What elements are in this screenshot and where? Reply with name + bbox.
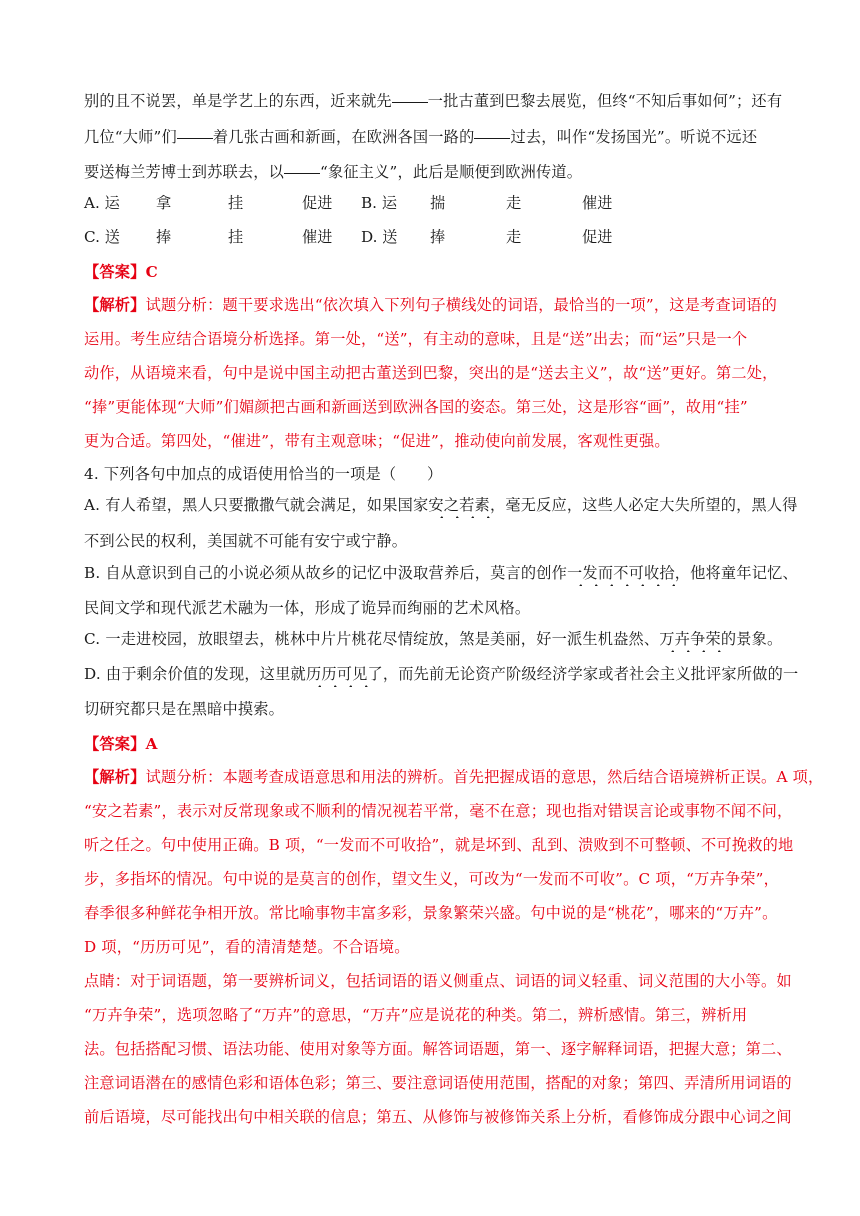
answer-value: C (145, 263, 158, 281)
q4-analysis-line-2: “安之若素”，表示对反常现象或不顺利的情况视若平常，毫不在意；现也指对错误言论或事物不闻不问， (84, 802, 793, 820)
q4-analysis-line-4: 步，多指坏的情况。句中说的是莫言的创作，望文生义，可改为“一发而不可收”。C 项，“万卉争荣”， (84, 870, 779, 888)
blank-2 (177, 137, 213, 139)
q4-option-c-line-1 (84, 628, 784, 649)
option-text: 的景象。 (720, 630, 783, 648)
q3-analysis-line-4: “捧”更能体现“大师”们媚颜把古画和新画送到欧洲各国的姿态。第三处，这是形容“画”，故用“挂” (84, 398, 748, 416)
q4-stem: 4. 下列各句中加点的成语使用恰当的一项是（ ） (84, 465, 443, 483)
option-text: B. 自从意识到自己的小说必须从故乡的记忆中汲取营养后，莫言的创作 (84, 564, 568, 582)
option-b-4: 催进 (582, 194, 613, 212)
option-c-1: C. 送 (84, 228, 120, 246)
blank-4 (284, 172, 320, 174)
dotted-idiom: 历历可见 (305, 665, 368, 683)
dotted-idiom: 万卉争荣 (659, 630, 721, 648)
option-text: 了，而先前无论资产阶级经济学家或者社会主义批评家所做的一 (367, 665, 799, 683)
q4-option-d-line-1 (84, 663, 799, 684)
option-text: D. 由于剩余价值的发现，这里就 (84, 665, 306, 683)
option-a-4: 促进 (302, 194, 333, 212)
option-text: A. 有人希望，黑人只要撒撒气就会满足，如果国家 (84, 496, 429, 514)
tip-line-4: 注意词语潜在的感情色彩和语体色彩；第三、要注意词语使用范围，搭配的对象；第四、弄清所用词语的 (84, 1074, 792, 1092)
answer-value: A (145, 735, 158, 753)
analysis-label: 【解析】 (84, 768, 146, 786)
q4-option-a-line-2: 不到公民的权利，美国就不可能有安宁或宁静。 (84, 532, 408, 550)
q3-analysis-line-5: 更为合适。第四处，“催进”，带有主观意味；“促进”，推动使向前发展，客观性更强。 (84, 432, 670, 450)
q4-analysis-line-6: D 项，“历历可见”，看的清清楚楚。不合语境。 (84, 938, 410, 956)
passage-text: “象征主义”，此后是顺便到欧洲传道。 (320, 163, 583, 181)
analysis-label: 【解析】 (84, 296, 146, 314)
tip-line-3: 法。包括搭配习惯、语法功能、使用对象等方面。解答词语题，第一、逐字解释词语，把握大意；第二、 (84, 1040, 792, 1058)
option-d-2: 捧 (430, 228, 446, 246)
option-a-1: A. 运 (84, 194, 120, 212)
option-text: C. 一走进校园，放眼望去，桃林中片片桃花尽情绽放，煞是美丽，好一派生机盎然、 (84, 630, 660, 648)
option-d-3: 走 (506, 228, 522, 246)
passage-text: 几位“大师”们 (84, 128, 177, 146)
option-c-4: 催进 (302, 228, 333, 246)
q4-option-d-line-2: 切研究都只是在黑暗中摸索。 (84, 700, 285, 718)
option-c-2: 捧 (156, 228, 172, 246)
q4-option-a-line-1 (84, 494, 798, 515)
q3-answer (84, 261, 784, 282)
passage-text: 过去，叫作“发扬国光”。听说不远还 (510, 128, 758, 146)
passage-text: 一批古董到巴黎去展览，但终“不知后事如何”；还有 (427, 92, 783, 110)
passage-line-3 (84, 161, 784, 182)
q3-analysis-line-1 (84, 294, 784, 315)
analysis-text: 试题分析：题干要求选出“依次填入下列句子横线处的词语，最恰当的一项”，这是考查词语的 (145, 296, 777, 314)
option-d-1: D. 送 (361, 228, 398, 246)
answer-label: 【答案】 (84, 735, 146, 753)
tip-line-5: 前后语境，尽可能找出句中相关联的信息；第五、从修饰与被修饰关系上分析，看修饰成分跟中心词之间 (84, 1108, 792, 1126)
passage-line-2 (84, 126, 784, 147)
option-b-1: B. 运 (361, 194, 398, 212)
option-text: ，他将童年记忆、 (674, 564, 798, 582)
tip-line-2: “万卉争荣”，选项忽略了“万卉”的意思，“万卉”应是说花的种类。第二，辨析感情。第三，辨析用 (84, 1006, 748, 1024)
q4-answer (84, 733, 784, 754)
analysis-text: 试题分析：本题考查成语意思和用法的辨析。首先把握成语的意思，然后结合语境辨析正误。A 项， (145, 768, 824, 786)
passage-line-1 (84, 90, 784, 111)
passage-text: 着几张古画和新画，在欧洲各国一路的 (212, 128, 475, 146)
q4-analysis-line-1 (84, 766, 824, 787)
tip-line-1: 点睛：对于词语题，第一要辨析词义，包括词语的语义侧重点、词语的词义轻重、词义范围的大小等。如 (84, 972, 792, 990)
q3-analysis-line-2: 运用。考生应结合语境分析选择。第一处，“送”，有主动的意味，且是“送”出去；而“运”只是一个 (84, 330, 748, 348)
option-c-3: 挂 (228, 228, 244, 246)
passage-text: 要送梅兰芳博士到苏联去，以 (84, 163, 285, 181)
option-a-3: 挂 (228, 194, 244, 212)
dotted-idiom: 一发而不可收拾 (567, 564, 675, 582)
option-b-3: 走 (506, 194, 522, 212)
q4-analysis-line-5: 春季很多种鲜花争相开放。常比喻事物丰富多彩，景象繁荣兴盛。句中说的是“桃花”，哪来的“万卉”。 (84, 904, 778, 922)
q3-analysis-line-3: 动作，从语境来看，句中是说中国主动把古董送到巴黎，突出的是“送去主义”，故“送”更好。第二处， (84, 364, 778, 382)
q4-option-b-line-2: 民间文学和现代派艺术融为一体，形成了诡异而绚丽的艺术风格。 (84, 599, 531, 617)
option-b-2: 揣 (430, 194, 446, 212)
option-text: ，毫无反应，这些人必定大失所望的，黑人得 (489, 496, 798, 514)
passage-text: 别的且不说罢，单是学艺上的东西，近来就先 (84, 92, 392, 110)
q4-option-b-line-1 (84, 562, 798, 583)
blank-1 (392, 101, 428, 103)
answer-label: 【答案】 (84, 263, 146, 281)
dotted-idiom: 安之若素 (428, 496, 490, 514)
blank-3 (474, 137, 510, 139)
q4-analysis-line-3: 听之任之。句中使用正确。B 项，“一发而不可收拾”，就是坏到、乱到、溃败到不可整顿、不可挽救的地 (84, 836, 794, 854)
option-d-4: 促进 (582, 228, 613, 246)
option-a-2: 拿 (156, 194, 172, 212)
